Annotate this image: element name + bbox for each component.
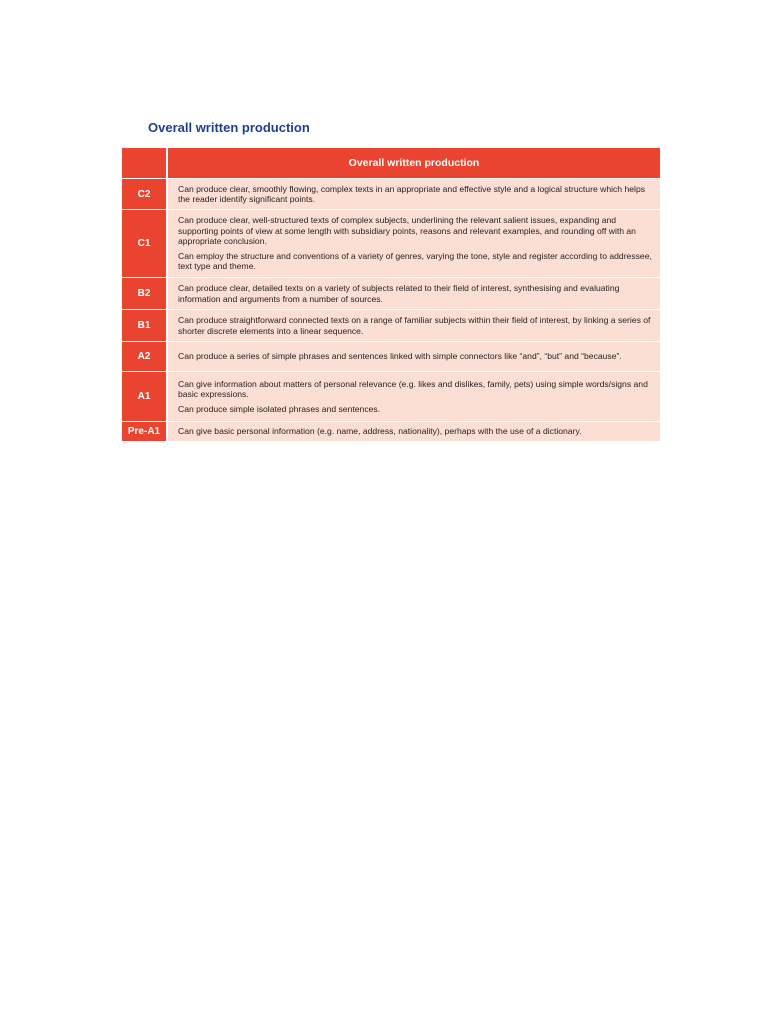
- descriptor-cell: [167, 422, 660, 442]
- table-row-b2: [122, 278, 660, 310]
- table-row-b1: [122, 310, 660, 342]
- descriptor-text: Can produce clear, well-structured texts of complex subjects, underlining the relevant salient issues, expanding and supporting points of view at some length with subsidiary points, reasons and relevant examples, and rounding off with an appropriate conclusion.: [178, 215, 636, 247]
- level-label: B1: [122, 310, 167, 342]
- table-row-a2: [122, 342, 660, 372]
- descriptor-text: Can employ the structure and conventions of a variety of genres, varying the tone, style and register according to addressee, text type and theme.: [178, 250, 652, 272]
- section-heading: Overall written production: [148, 120, 310, 135]
- descriptor-text: Can produce clear, detailed texts on a variety of subjects related to their field of interest, synthesising and evaluating information and arguments from a number of sources.: [178, 283, 620, 304]
- descriptor-cell: [167, 342, 660, 372]
- table-row-a1: [122, 372, 660, 422]
- level-label: A2: [122, 342, 167, 372]
- level-label: C1: [122, 210, 167, 278]
- descriptor-cell: [167, 179, 660, 210]
- descriptor-text: Can produce a series of simple phrases and sentences linked with simple connectors like “and”, “but” and “because”.: [178, 351, 622, 362]
- descriptor-text: Can produce straightforward connected texts on a range of familiar subjects within their field of interest, by linking a series of shorter discrete elements into a linear sequence.: [178, 315, 651, 336]
- descriptor-text: Can give basic personal information (e.g. name, address, nationality), perhaps with the use of a dictionary.: [178, 426, 582, 437]
- level-label: Pre-A1: [122, 422, 167, 442]
- descriptor-cell: [167, 310, 660, 342]
- descriptor-cell: [167, 278, 660, 310]
- level-label: C2: [122, 179, 167, 210]
- column-header: Overall written production: [167, 148, 660, 179]
- table-corner-cell: [122, 148, 167, 179]
- descriptor-cell: [167, 372, 660, 422]
- descriptor-text: Can give information about matters of personal relevance (e.g. likes and dislikes, family, pets) using simple words/signs and basic expressions.: [178, 378, 648, 400]
- table-header-row: [122, 148, 660, 179]
- table-row-c2: [122, 179, 660, 210]
- descriptor-text: Can produce clear, smoothly flowing, complex texts in an appropriate and effective style and a logical structure which helps the reader identify significant points.: [178, 183, 646, 204]
- table-row-c1: [122, 210, 660, 278]
- level-label: A1: [122, 372, 167, 422]
- descriptor-table: [122, 148, 660, 442]
- descriptor-text: Can produce simple isolated phrases and sentences.: [178, 403, 381, 414]
- level-label: B2: [122, 278, 167, 310]
- table-row-pre-a1: [122, 422, 660, 442]
- descriptor-cell: [167, 210, 660, 278]
